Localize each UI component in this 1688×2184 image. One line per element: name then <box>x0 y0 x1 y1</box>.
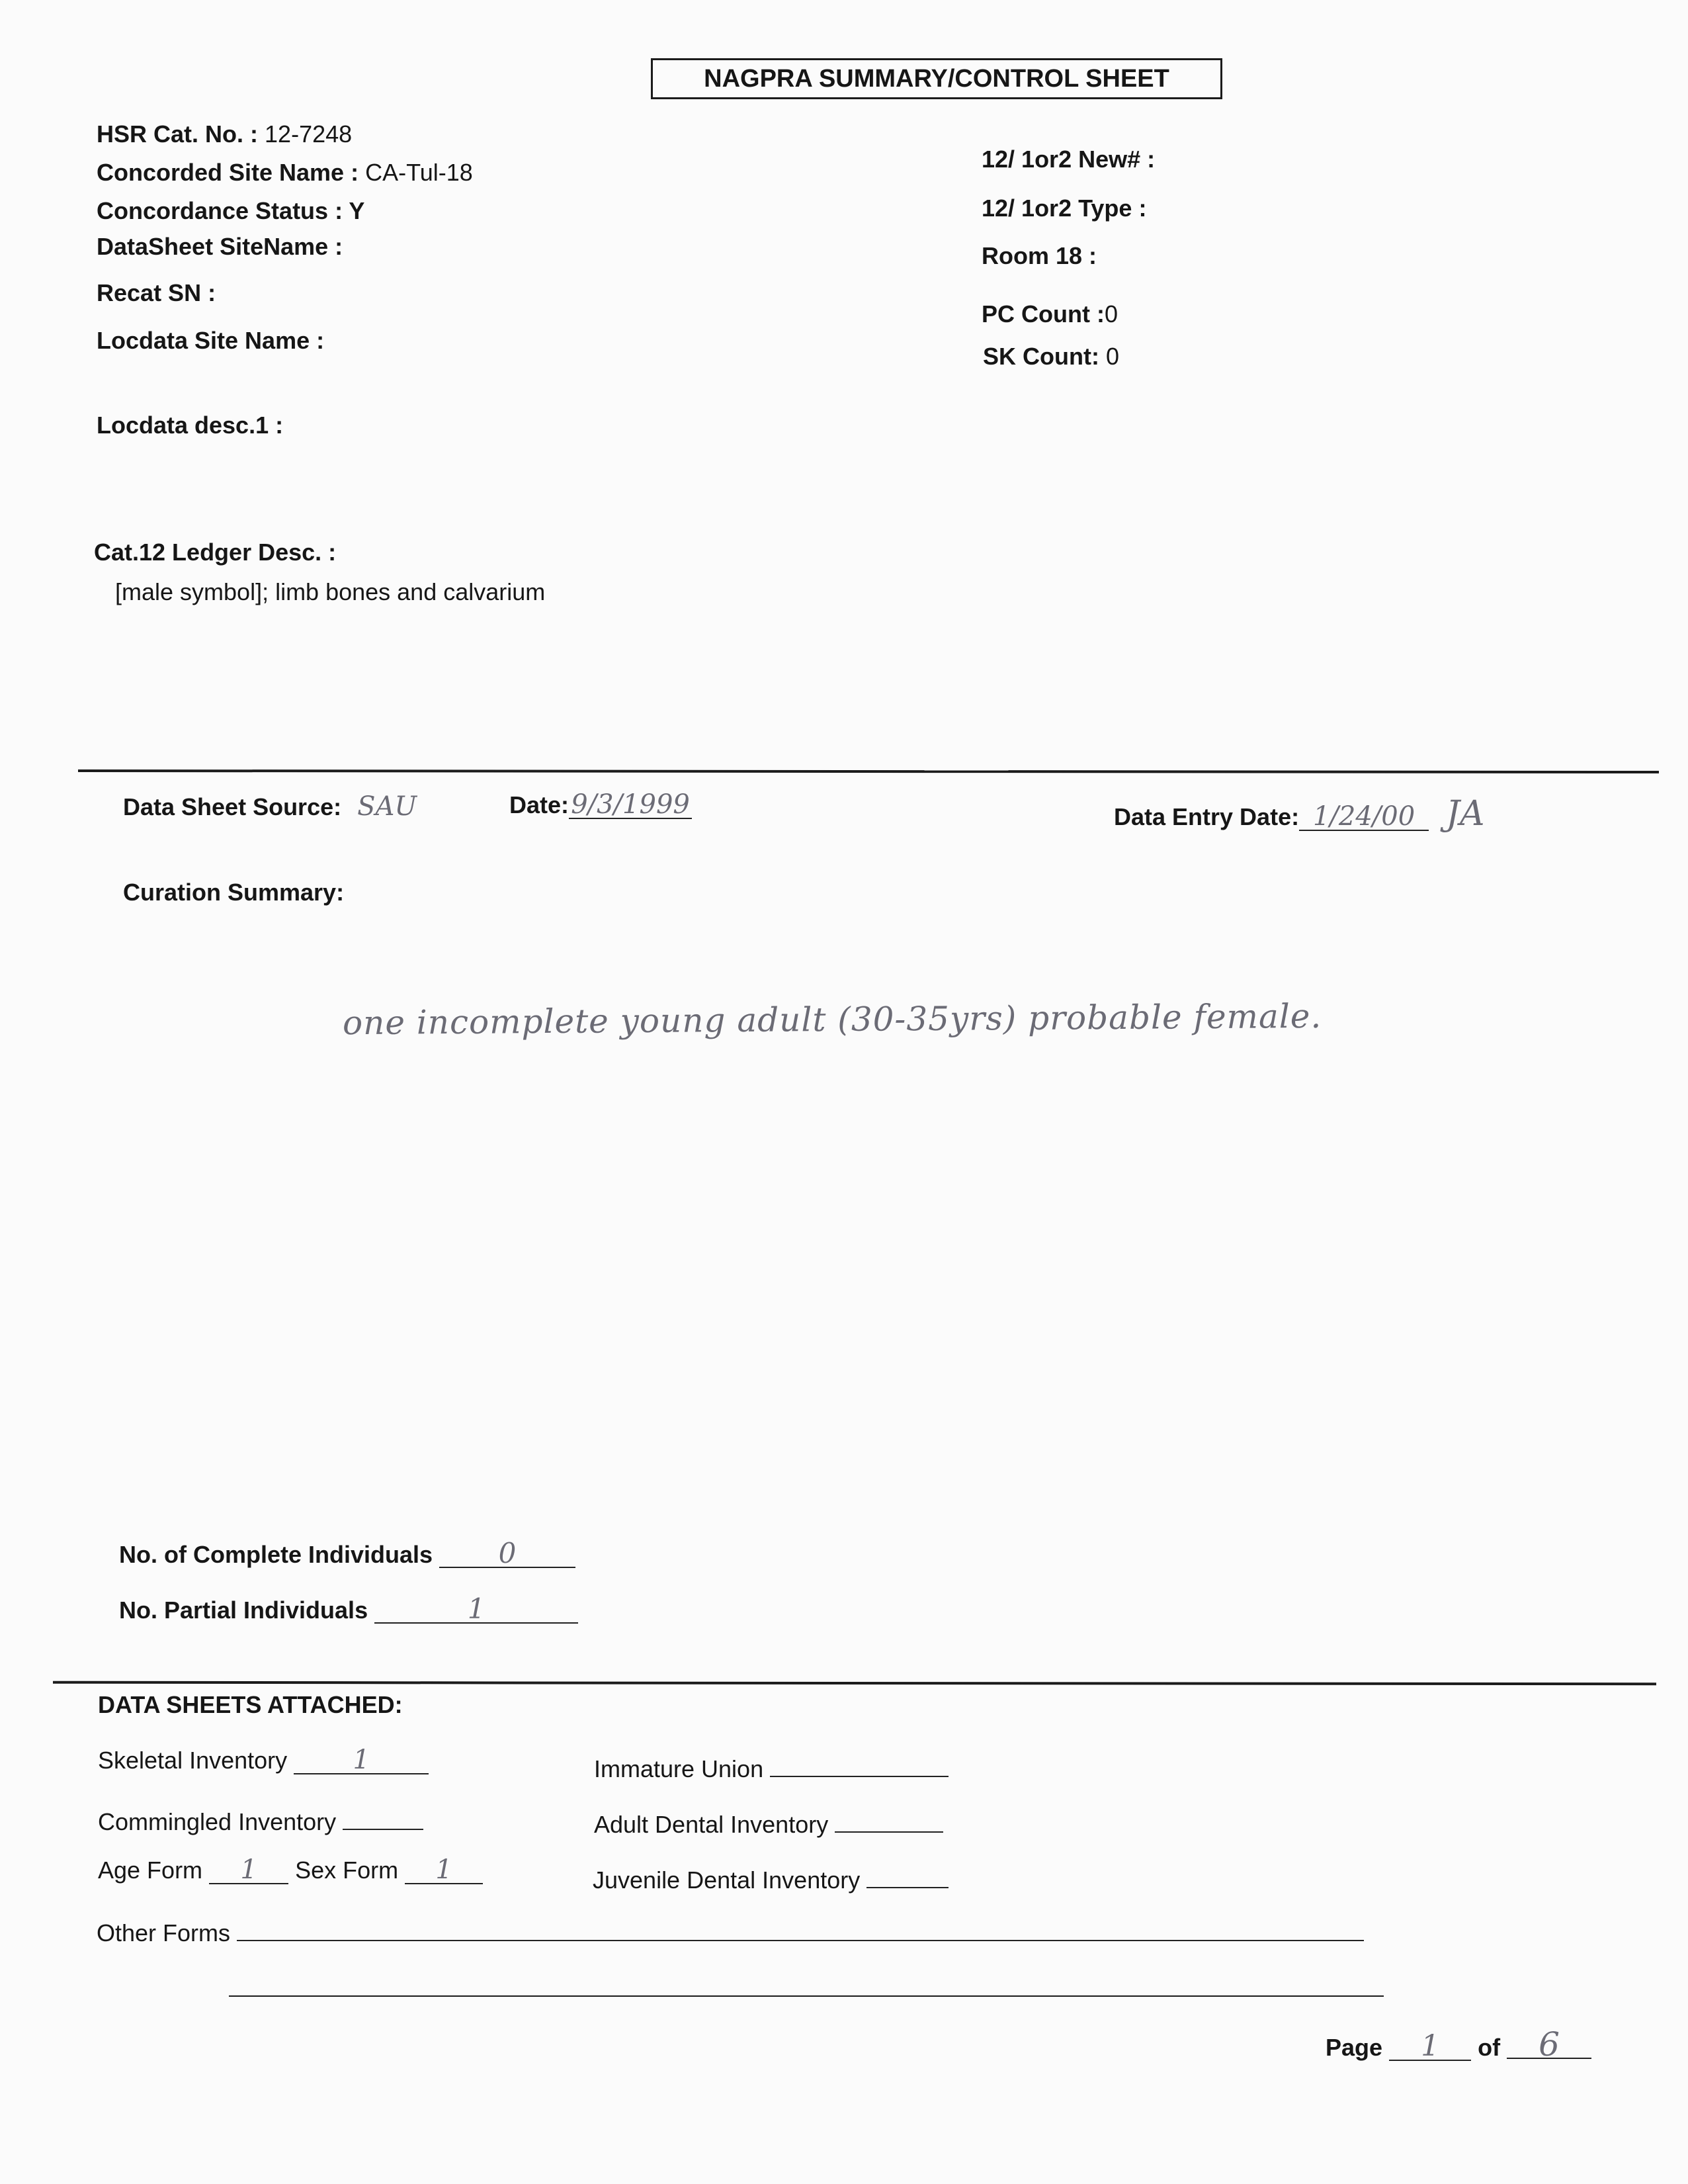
page-label: Page <box>1326 2034 1383 2061</box>
adult-dental-value <box>835 1805 943 1833</box>
data-sheet-source-row <box>123 791 417 822</box>
concorded-site-label: Concorded Site Name : <box>97 159 359 186</box>
age-form-label: Age Form <box>98 1856 203 1884</box>
recat-sn-label: Recat SN : <box>97 279 216 306</box>
other-forms-extra-line <box>229 1995 1384 1997</box>
curation-summary-label: Curation Summary: <box>123 879 345 906</box>
locdata-site-label: Locdata Site Name : <box>97 327 325 354</box>
commingled-inventory-value <box>343 1802 423 1830</box>
complete-individuals-value: 0 <box>439 1540 575 1568</box>
data-entry-date-row <box>1114 794 1485 834</box>
locdata-desc-label: Locdata desc.1 : <box>97 412 284 439</box>
commingled-inventory-row <box>98 1802 423 1836</box>
pc-count-row <box>982 300 1118 328</box>
divider-lower <box>53 1681 1656 1686</box>
ledger-desc-value: [male symbol]; limb bones and calvarium <box>115 578 546 605</box>
new-number-label: 12/ 1or2 New# : <box>982 146 1156 173</box>
commingled-inventory-label: Commingled Inventory <box>98 1808 337 1835</box>
adult-dental-label: Adult Dental Inventory <box>594 1811 829 1838</box>
page-count-row <box>1326 2025 1591 2064</box>
partial-individuals-row <box>119 1593 578 1625</box>
juvenile-dental-value <box>866 1860 949 1888</box>
complete-individuals-label: No. of Complete Individuals <box>119 1541 433 1568</box>
pc-count-value: 0 <box>1104 300 1118 328</box>
sex-form-label: Sex Form <box>295 1856 399 1884</box>
sk-count-label: SK Count: <box>983 343 1099 370</box>
immature-union-value <box>770 1749 949 1777</box>
date-value: 9/3/1999 <box>569 791 692 819</box>
data-sheet-source-value: SAU <box>357 791 417 822</box>
complete-individuals-row <box>119 1537 575 1569</box>
page-number-value: 1 <box>1389 2033 1471 2061</box>
concordance-status-value: Y <box>349 197 365 224</box>
sex-form-value: 1 <box>405 1856 483 1884</box>
concordance-status-row <box>97 197 364 225</box>
skeletal-inventory-label: Skeletal Inventory <box>98 1747 288 1774</box>
sk-count-row <box>983 343 1119 371</box>
divider-upper <box>78 769 1659 773</box>
concorded-site-value: CA-Tul-18 <box>365 159 473 186</box>
type-label: 12/ 1or2 Type : <box>982 195 1147 222</box>
data-sheets-attached-heading: DATA SHEETS ATTACHED: <box>98 1691 403 1718</box>
page-total-value: 6 <box>1507 2031 1591 2059</box>
other-forms-label: Other Forms <box>97 1919 231 1946</box>
age-form-value: 1 <box>209 1856 288 1884</box>
room-label: Room 18 : <box>982 242 1097 269</box>
hsr-cat-value: 12-7248 <box>265 120 353 148</box>
date-label: Date: <box>509 791 570 818</box>
age-sex-form-row <box>98 1856 483 1884</box>
other-forms-value <box>237 1913 1364 1941</box>
curation-summary-text: one incomplete young adult (30-35yrs) probable female. <box>342 996 1322 1043</box>
of-label: of <box>1478 2034 1501 2061</box>
skeletal-inventory-row <box>98 1747 429 1774</box>
partial-individuals-value: 1 <box>374 1596 578 1624</box>
form-title: NAGPRA SUMMARY/CONTROL SHEET <box>651 58 1222 99</box>
hsr-cat-row <box>97 120 352 148</box>
data-entry-date-label: Data Entry Date: <box>1114 803 1300 830</box>
immature-union-label: Immature Union <box>594 1755 764 1782</box>
entry-initials: JA <box>1446 794 1485 834</box>
juvenile-dental-row <box>593 1860 949 1894</box>
data-sheet-source-label: Data Sheet Source: <box>123 793 342 820</box>
concordance-status-label: Concordance Status : <box>97 197 343 224</box>
datasheet-sitename-label: DataSheet SiteName : <box>97 233 343 260</box>
hsr-cat-label: HSR Cat. No. : <box>97 120 259 148</box>
adult-dental-row <box>594 1805 943 1839</box>
pc-count-label: PC Count : <box>982 300 1105 328</box>
other-forms-row <box>97 1913 1364 1947</box>
juvenile-dental-label: Juvenile Dental Inventory <box>593 1866 861 1894</box>
ledger-desc-label: Cat.12 Ledger Desc. : <box>94 539 337 566</box>
sk-count-value: 0 <box>1105 343 1120 370</box>
skeletal-inventory-value: 1 <box>294 1747 429 1774</box>
data-entry-date-value: 1/24/00 <box>1299 803 1429 831</box>
partial-individuals-label: No. Partial Individuals <box>119 1596 368 1624</box>
concorded-site-row <box>97 159 473 187</box>
immature-union-row <box>594 1749 949 1783</box>
date-row <box>509 791 692 819</box>
